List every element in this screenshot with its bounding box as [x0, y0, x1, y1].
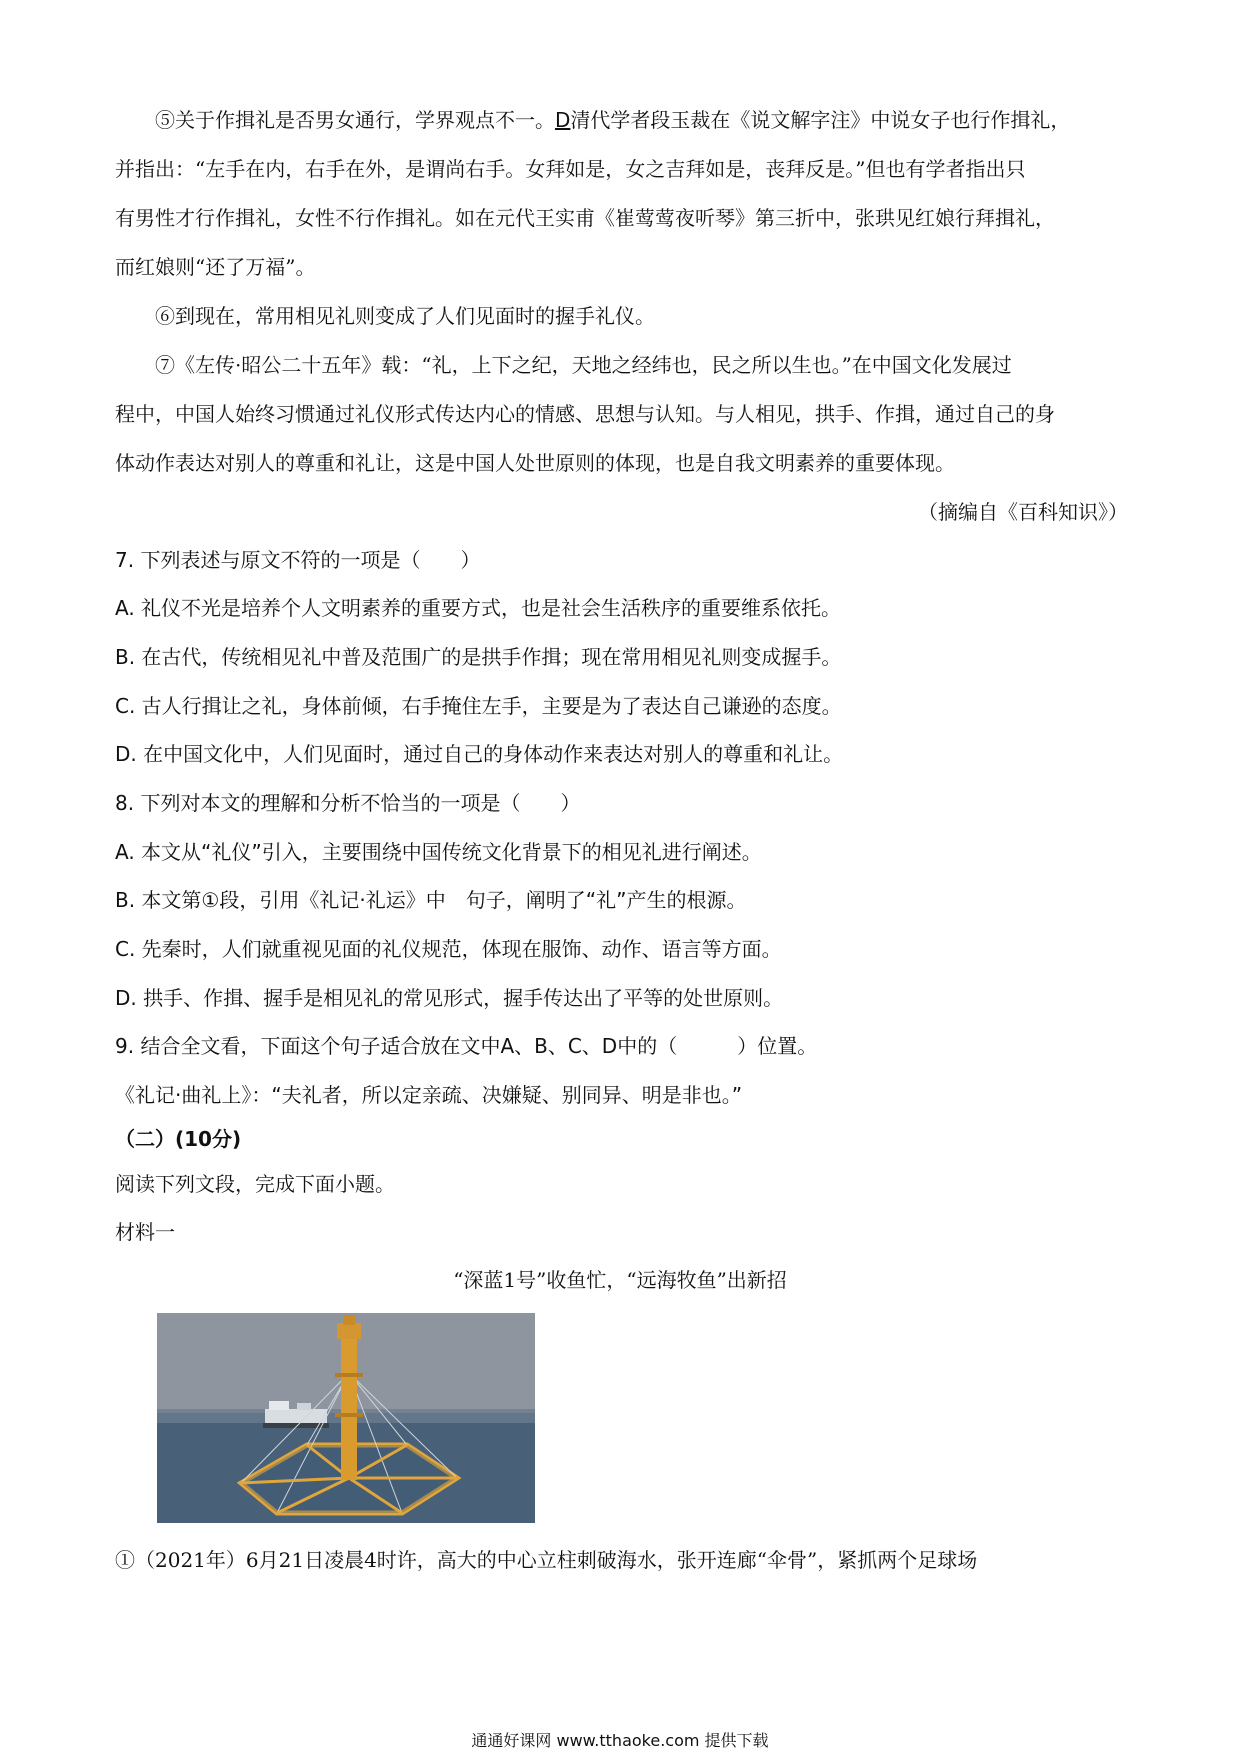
article-title: “深蓝1号”收鱼忙，“远海牧鱼”出新招: [453, 1268, 787, 1292]
paragraph-7-line-2: 程中，中国人始终习惯通过礼仪形式传达内心的情感、思想与认知。与人相见，拱手、作揖，通过自己的身: [115, 402, 1055, 426]
question-7-option-c: C. 古人行揖让之礼，身体前倾，右手掩住左手，主要是为了表达自己谦逊的态度。: [115, 694, 842, 718]
material-label: 材料一: [115, 1220, 175, 1244]
question-9-stem: 9. 结合全文看，下面这个句子适合放在文中A、B、C、D中的（ ）位置。: [115, 1034, 818, 1058]
section-2-instruction: 阅读下列文段，完成下面小题。: [115, 1172, 395, 1196]
question-8-option-d: D. 拱手、作揖、握手是相见礼的常见形式，握手传达出了平等的处世原则。: [115, 986, 784, 1010]
paragraph-5-line-3: 有男性才行作揖礼，女性不行作揖礼。如在元代王实甫《崔莺莺夜听琴》第三折中，张珙见红娘行拜揖礼，: [115, 206, 1055, 230]
paragraph-6: ⑥到现在，常用相见礼则变成了人们见面时的握手礼仪。: [155, 304, 655, 328]
question-8-option-b: B. 本文第①段，引用《礼记·礼运》中 句子，阐明了“礼”产生的根源。: [115, 888, 747, 912]
paragraph-5-line-1: [155, 106, 1135, 134]
paragraph-7-line-1: ⑦《左传·昭公二十五年》载：“礼，上下之纪，天地之经纬也，民之所以生也。”在中国文化发展过: [155, 353, 1012, 377]
question-7-option-b: B. 在古代，传统相见礼中普及范围广的是拱手作揖；现在常用相见礼则变成握手。: [115, 645, 842, 669]
question-7-option-a: A. 礼仪不光是培养个人文明素养的重要方式，也是社会生活秩序的重要维系依托。: [115, 596, 842, 620]
question-8-option-a: A. 本文从“礼仪”引入，主要围绕中国传统文化背景下的相见礼进行阐述。: [115, 840, 762, 864]
fish-farm-illustration: [157, 1313, 535, 1523]
page-footer: 通通好课网 www.tthaoke.com 提供下载: [471, 1731, 769, 1750]
paragraph-5-line-2: 并指出：“左手在内，右手在外，是谓尚右手。女拜如是，女之吉拜如是，丧拜反是。”但也有学者指出只: [115, 157, 1026, 181]
offshore-fish-farm-photo: [157, 1313, 535, 1523]
question-8-stem: 8. 下列对本文的理解和分析不恰当的一项是（ ）: [115, 791, 581, 815]
material-1-paragraph-1: ①（2021年）6月21日凌晨4时许，高大的中心立柱刺破海水，张开连廊“伞骨”，紧抓两个足球场: [115, 1548, 978, 1572]
source-citation: （摘编自《百科知识》）: [918, 500, 1128, 524]
paragraph-7-line-3: 体动作表达对别人的尊重和礼让，这是中国人处世原则的体现，也是自我文明素养的重要体现。: [115, 451, 955, 475]
question-7-stem: 7. 下列表述与原文不符的一项是（ ）: [115, 548, 481, 572]
question-9-quote: 《礼记·曲礼上》：“夫礼者，所以定亲疏、决嫌疑、别同异、明是非也。”: [115, 1083, 743, 1107]
paragraph-5-line-4: 而红娘则“还了万福”。: [115, 255, 316, 279]
question-7-option-d: D. 在中国文化中，人们见面时，通过自己的身体动作来表达对别人的尊重和礼让。: [115, 742, 844, 766]
section-2-heading: （二）(10分): [115, 1127, 242, 1151]
question-8-option-c: C. 先秦时，人们就重视见面的礼仪规范，体现在服饰、动作、语言等方面。: [115, 937, 782, 961]
paragraph-5-text-a: ⑤关于作揖礼是否男女通行，学界观点不一。: [155, 108, 555, 132]
position-marker-d: D: [555, 108, 571, 132]
paragraph-5-text-b: 清代学者段玉裁在《说文解字注》中说女子也行作揖礼，: [570, 108, 1071, 132]
